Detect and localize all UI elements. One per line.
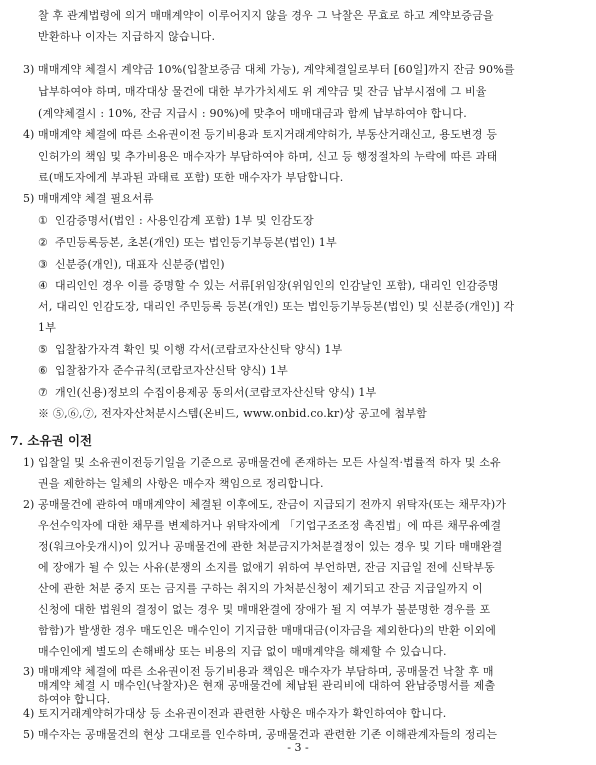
item-number: 3): [23, 665, 35, 678]
doc-line: 대리인인 경우 이를 증명할 수 있는 서류[위임장(위임인의 인감날인 포함), 대리인 인감증명: [55, 279, 499, 292]
item-number: 3): [23, 63, 35, 76]
item-line: (계약체결시 : 10%, 잔금 지급시 : 90%)에 맞추어 매매대금과 함께 납부하여야 합니다.: [38, 107, 467, 120]
item-line: 입찰일 및 소유권이전등기일을 기준으로 공매물건에 존재하는 모든 사실적·법률적 하자 및 소유: [38, 456, 501, 469]
doc-marker: ②: [38, 236, 48, 249]
item-number: 5): [23, 728, 35, 741]
item-line: 토지거래계약허가대상 등 소유권이전과 관련한 사항은 매수자가 확인하여야 합니다.: [38, 707, 447, 720]
item-line: 매계약 체결 시 매수인(낙찰자)은 현재 공매물건에 체납된 관리비에 대하여 완납증명서를 제출: [38, 679, 496, 692]
item-line: 우선수익자에 대한 채무를 변제하거나 위탁자에게 「기업구조조정 촉진법」에 따른 채무유예결: [38, 519, 502, 532]
item-number: 4): [23, 128, 35, 141]
item-line: 산에 관한 처분 중지 또는 금지를 구하는 취지의 가처분신청이 제기되고 잔금 지급일까지 이: [38, 582, 483, 595]
doc-line: 주민등록등본, 초본(개인) 또는 법인등기부등본(법인) 1부: [55, 236, 337, 249]
doc-marker: ④: [38, 279, 48, 292]
doc-line: 입찰참가자격 확인 및 이행 각서(코람코자산신탁 양식) 1부: [55, 343, 343, 356]
item-line: 매매계약 체결에 따른 소유권이전 등기비용과 토지거래계약허가, 부동산거래신고, 용도변경 등: [38, 128, 498, 141]
item-line: 함함)가 발생한 경우 매도인은 매수인이 기지급한 매매대금(이자금을 제외한다)의 반환 이외에: [38, 624, 497, 637]
doc-line: 서, 대리인 인감도장, 대리인 주민등록 등본(개인) 또는 법인등기부등본(법인) 및 신분증(개인)] 각: [38, 300, 515, 313]
item-number: 4): [23, 707, 35, 720]
item-line: 정(워크아웃개시)이 있거나 공매물건에 관한 처분금지가처분결정이 있는 경우 및 기타 매매완결: [38, 540, 503, 553]
doc-marker: ①: [38, 214, 48, 227]
doc-marker: ⑤: [38, 343, 48, 356]
doc-line: 입찰참가자 준수규칙(코람코자산신탁 양식) 1부: [55, 364, 288, 377]
note-line: ※ ⑤,⑥,⑦, 전자자산처분시스템(온비드, www.onbid.co.kr)상 공고에 첨부함: [38, 407, 427, 420]
doc-line: 1부: [38, 321, 57, 334]
item-line: 매수자는 공매물건의 현상 그대로를 인수하며, 공매물건과 관련한 기존 이해관계자들의 정리는: [38, 728, 498, 741]
continuation-line: 반환하나 이자는 지급하지 않습니다.: [38, 30, 216, 43]
doc-marker: ⑦: [38, 386, 48, 399]
doc-line: 인감증명서(법인 : 사용인감계 포함) 1부 및 인감도장: [55, 214, 314, 227]
doc-marker: ⑥: [38, 364, 48, 377]
item-line: 에 장애가 될 수 있는 사유(분쟁의 소지를 없애기 위하여 부언하면, 잔금 지급일 전에 신탁부동: [38, 561, 495, 574]
item-line: 인허가의 책임 및 추가비용은 매수자가 부담하여야 하며, 신고 등 행정절차의 누락에 따른 과태: [38, 150, 498, 163]
item-line: 매매계약 체결시 계약금 10%(입찰보증금 대체 가능), 계약체결일로부터 [60일]까지 잔금 90%를: [38, 63, 515, 76]
item-number: 5): [23, 192, 35, 205]
item-line: 권을 제한하는 일체의 사항은 매수자 책임으로 정리합니다.: [38, 477, 324, 490]
item-number: 2): [23, 498, 35, 511]
item-line: 매수인에게 별도의 손해배상 또는 비용의 지급 없이 매매계약을 해제할 수 있습니다.: [38, 645, 447, 658]
continuation-line: 찰 후 관계법령에 의거 매매계약이 이루어지지 않을 경우 그 낙찰은 무효로 하고 계약보증금을: [38, 9, 494, 22]
doc-line: 신분증(개인), 대표자 신분증(법인): [55, 258, 225, 271]
item-number: 1): [23, 456, 35, 469]
doc-line: 개인(신용)정보의 수집이용제공 동의서(코람코자산신탁 양식) 1부: [55, 386, 377, 399]
page-number: - 3 -: [287, 741, 309, 754]
item-line: 신청에 대한 법원의 결정이 없는 경우 및 매매완결에 장애가 될 지 여부가 불분명한 경우를 포: [38, 603, 491, 616]
section-heading: 7. 소유권 이전: [10, 433, 93, 448]
item-line: 매매계약 체결에 따른 소유권이전 등기비용과 책임은 매수자가 부담하며, 공매물건 낙찰 후 매: [38, 665, 494, 678]
item-line: 료(매도자에게 부과된 과태료 포함) 또한 매수자가 부담합니다.: [38, 171, 344, 184]
item-line: 하여야 합니다.: [38, 693, 111, 706]
item-line: 납부하여야 하며, 매각대상 물건에 대한 부가가치세도 위 계약금 및 잔금 납부시점에 그 비율: [38, 85, 487, 98]
doc-marker: ③: [38, 258, 48, 271]
item-title: 매매계약 체결 필요서류: [38, 192, 154, 205]
item-line: 공매물건에 관하여 매매계약이 체결된 이후에도, 잔금이 지급되기 전까지 위탁자(또는 채무자)가: [38, 498, 507, 511]
